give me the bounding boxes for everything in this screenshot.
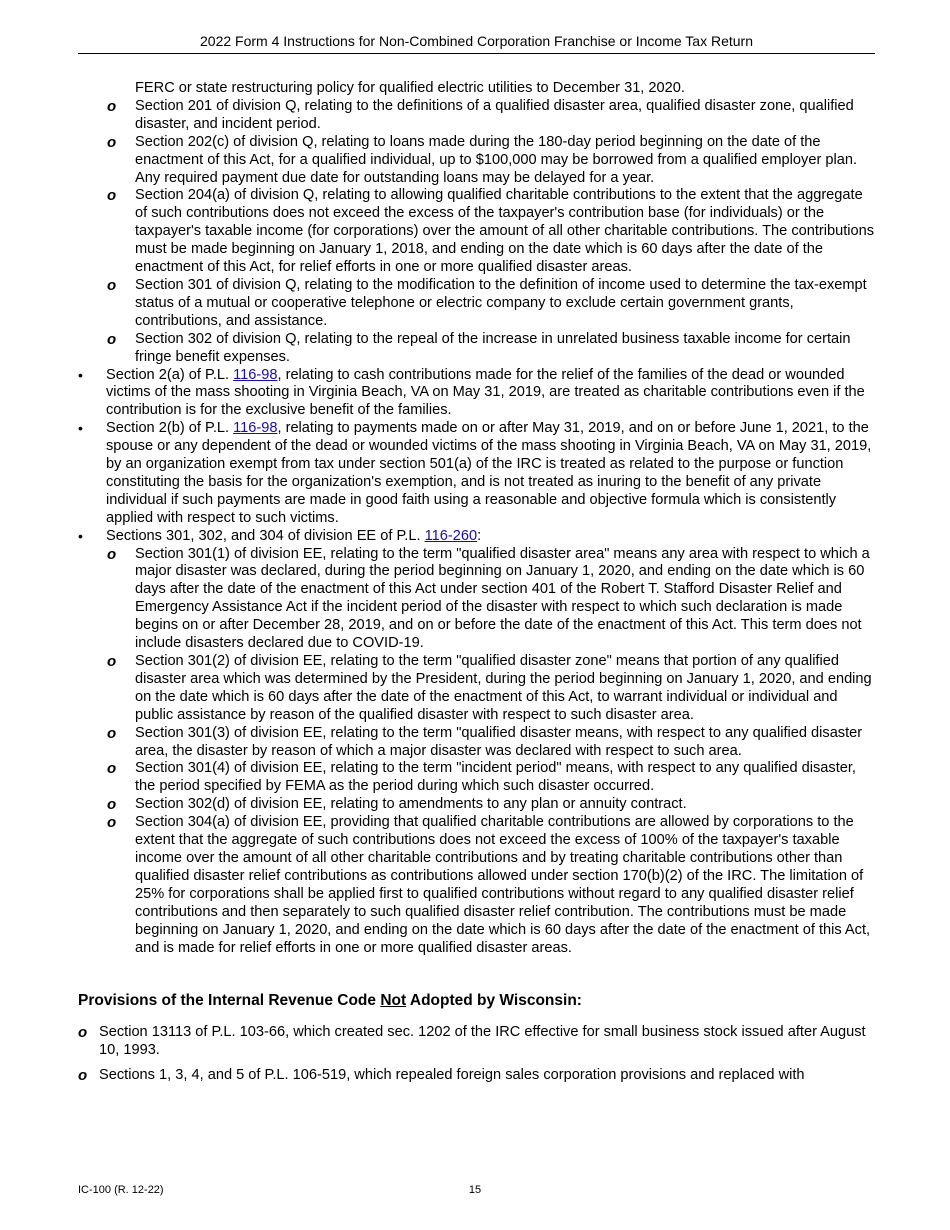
bullet-item-section-2a: • Section 2(a) of P.L. 116-98, relating to cash contributions made for the relief of the families of the dead or wounded victims of the mass shooting in Virginia Beach, VA on May 31, 2019, are treated as charitable contributions even if the contribution is for the exclusive benefit of the families. xyxy=(78,366,865,419)
hollow-bullet-icon: o xyxy=(107,653,117,670)
hollow-bullet-icon: o xyxy=(107,276,117,294)
division-q-item: o Section 201 of division Q, relating to the definitions of a qualified disaster area, qualified disaster zone, qualified disaster, and incident period. xyxy=(107,97,854,132)
bullet-icon: • xyxy=(78,366,83,383)
hollow-bullet-icon: o xyxy=(107,187,117,205)
hollow-bullet-icon: o xyxy=(107,545,117,563)
division-q-item: o Section 202(c) of division Q, relating to loans made during the 180-day period beginning on the date of the enactment of this Act, for a qualified individual, up to $100,000 may be borrowed from a qualified employer plan. Any required payment due date for outstanding loans may be delayed for a year. xyxy=(107,133,858,186)
bullet-item-division-ee: • Sections 301, 302, and 304 of division EE of P.L. 116-260: xyxy=(78,527,482,544)
division-ee-item: o Section 301(3) of division EE, relating to the term "qualified disaster means, with respect to any qualified disaster area, the disaster by reason of which a major disaster was declared with respect to such area. xyxy=(107,724,863,759)
page-number: 15 xyxy=(468,1184,482,1196)
bullet-icon: • xyxy=(78,527,83,544)
section-heading-not-adopted: Provisions of the Internal Revenue Code Not Adopted by Wisconsin: xyxy=(78,992,582,1010)
hollow-bullet-icon: o xyxy=(78,1067,88,1085)
division-ee-item: o Section 301(4) of division EE, relating to the term "incident period" means, with respect to any qualified disaster, the period specified by FEMA as the period during which such disaster occurred. xyxy=(107,760,856,795)
not-adopted-item: o Sections 1, 3, 4, and 5 of P.L. 106-519, which repealed foreign sales corporation provisions and replaced with xyxy=(78,1067,805,1085)
division-q-item: o Section 301 of division Q, relating to the modification to the definition of income used to determine the tax-exempt status of a mutual or cooperative telephone or electric company to exclude certain government grants, contributions, and assistance. xyxy=(107,276,867,329)
document-body xyxy=(78,80,875,1092)
division-ee-item: o Section 301(2) of division EE, relating to the term "qualified disaster zone" means that portion of any qualified disaster area which was determined by the President, during the period beginning on January 1, 2020, and ending on the date which is 60 days after the date of the enactment of this Act, to warrant individual or individual and public assistance by reason of the qualified disaster with respect to such disaster area. xyxy=(107,653,872,723)
not-adopted-item: o Section 13113 of P.L. 103-66, which created sec. 1202 of the IRC effective for small business stock issued after August 10, 1993. xyxy=(78,1024,866,1059)
division-q-item: o Section 302 of division Q, relating to the repeal of the increase in unrelated business taxable income for certain fringe benefit expenses. xyxy=(107,330,851,365)
bullet-icon: • xyxy=(78,420,83,437)
hollow-bullet-icon: o xyxy=(107,760,117,778)
bullet-item-section-2b: • Section 2(b) of P.L. 116-98, relating to payments made on or after May 31, 2019, and on or before June 1, 2021, to the spouse or any dependent of the dead or wounded victims of the mass shooting in Virginia Beach, VA on May 31, 2019, by an organization exempt from tax under section 501(a) of the IRC is treated as related to the purpose or function constituting the basis for the organization's exemption, and is not treated as inuring to the benefit of any private individual if such payments are made in good faith using a reasonable and objective formula which is consistently applied with respect to such victims. xyxy=(78,420,872,526)
hollow-bullet-icon: o xyxy=(107,330,117,348)
pl-116-260-link[interactable]: 116-260 xyxy=(424,527,478,544)
continuation-text: FERC or state restructuring policy for qualified electric utilities to December 31, 2020. xyxy=(135,80,685,96)
hollow-bullet-icon: o xyxy=(107,814,117,832)
hollow-bullet-icon: o xyxy=(107,97,117,115)
division-ee-item: o Section 302(d) of division EE, relating to amendments to any plan or annuity contract. xyxy=(107,796,687,814)
hollow-bullet-icon: o xyxy=(78,1024,88,1042)
pl-116-98-link[interactable]: 116-98 xyxy=(233,366,278,383)
division-ee-item: o Section 301(1) of division EE, relating to the term "qualified disaster area" means any area with respect to which a major disaster was declared, during the period beginning on January 1, 2020, and ending on the date which is 60 days after the date of the enactment of this Act under section 401 of the Robert T. Stafford Disaster Relief and Emergency Assistance Act if the incident period of the disaster with respect to which such declaration is made begins on or after December 28, 2019, and on or before the date of the enactment of this Act. This term does not include disasters declared due to COVID-19. xyxy=(107,545,870,652)
running-header xyxy=(78,33,875,54)
header-title: 2022 Form 4 Instructions for Non-Combined Corporation Franchise or Income Tax Return xyxy=(200,33,753,49)
footer-form-number: IC-100 (R. 12-22) xyxy=(78,1184,164,1196)
hollow-bullet-icon: o xyxy=(107,796,117,814)
division-q-item: o Section 204(a) of division Q, relating to allowing qualified charitable contributions to the extent that the aggregate of such contributions does not exceed the excess of the taxpayer's contribution base (for individuals) or the taxpayer's taxable income (for corporations) over the amount of all other charitable contributions. The contributions must be made beginning on January 1, 2018, and ending on the date which is 60 days after the date of the enactment of this Act, for relief efforts in one or more qualified disaster areas. xyxy=(107,187,875,276)
pl-116-98-link[interactable]: 116-98 xyxy=(233,420,278,437)
hollow-bullet-icon: o xyxy=(107,724,117,742)
hollow-bullet-icon: o xyxy=(107,133,117,151)
division-ee-item: o Section 304(a) of division EE, providing that qualified charitable contributions are allowed by corporations to the extent that the aggregate of such contributions does not exceed the excess of 100% of the taxpayer's taxable income over the amount of all other charitable contributions and by treating charitable contributions other than qualified disaster relief contributions as contributions allowed under section 170(b)(2) of the IRC. The limitation of 25% for corporations shall be applied first to qualified contributions without regard to any qualified disaster relief contributions and then separately to such qualified disaster relief contribution. The contributions must be made beginning on January 1, 2020, and ending on the date which is 60 days after the date of the enactment of this Act, and is made for relief efforts in one or more qualified disaster areas. xyxy=(107,814,871,956)
